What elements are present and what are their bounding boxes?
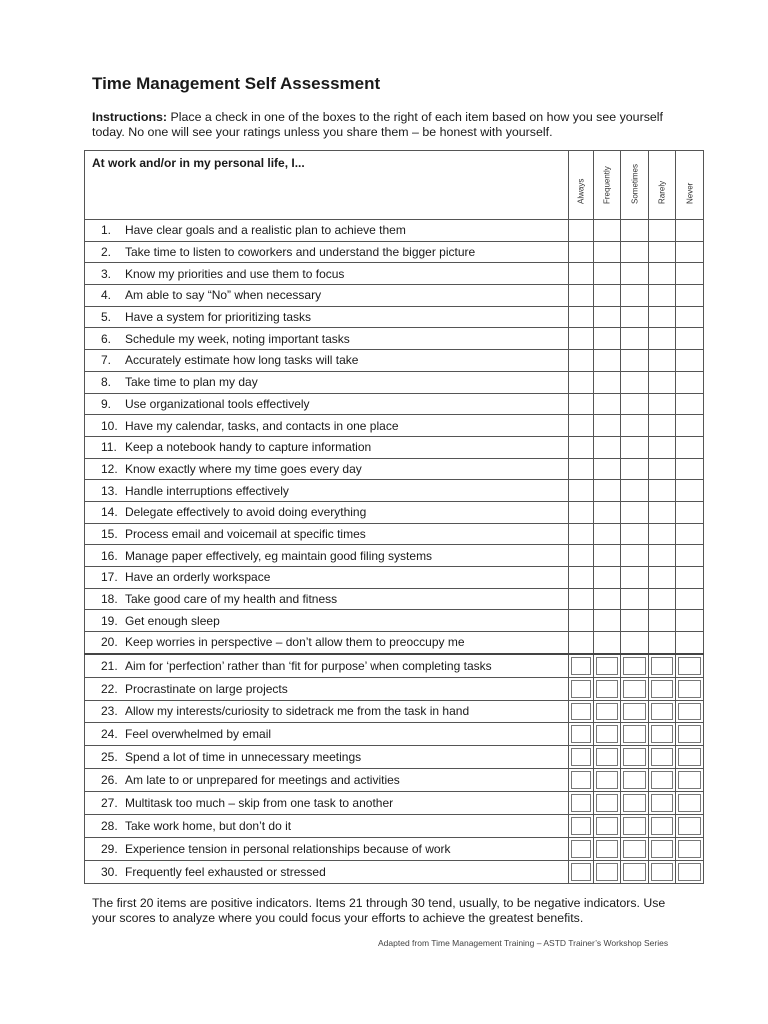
checkbox-never[interactable] [676, 306, 704, 328]
item-text: Aim for ‘perfection’ rather than ‘fit for purpose’ when completing tasks [125, 658, 492, 673]
item-text: Allow my interests/curiosity to sidetrack me from the task in hand [125, 704, 470, 719]
item-number: 8. [101, 375, 112, 390]
item-number: 20. [101, 635, 118, 650]
checkbox-frequently[interactable] [594, 746, 621, 769]
checkbox-always[interactable] [569, 860, 594, 883]
item-cell [85, 860, 569, 883]
checkbox-sometimes[interactable] [621, 860, 649, 883]
checkbox-rarely[interactable] [649, 241, 676, 263]
checkbox-rarely[interactable] [649, 545, 676, 567]
item-cell [85, 501, 569, 523]
checkbox-sometimes[interactable] [621, 677, 649, 700]
checkbox-never[interactable] [676, 700, 704, 723]
checkbox-sometimes[interactable] [621, 654, 649, 677]
item-cell [85, 306, 569, 328]
table-row [85, 458, 704, 480]
checkbox-sometimes[interactable] [621, 700, 649, 723]
checkbox-never[interactable] [676, 523, 704, 545]
item-text: Frequently feel exhausted or stressed [125, 864, 326, 879]
item-number: 14. [101, 505, 118, 520]
item-number: 27. [101, 796, 118, 811]
checkbox-never[interactable] [676, 350, 704, 372]
item-number: 19. [101, 613, 118, 628]
checkbox-frequently[interactable] [594, 769, 621, 792]
assessment-table [84, 150, 704, 884]
item-text: Experience tension in personal relationships because of work [125, 841, 451, 856]
table-row [85, 480, 704, 502]
checkbox-frequently[interactable] [594, 610, 621, 632]
item-cell [85, 814, 569, 837]
checkbox-rarely[interactable] [649, 814, 676, 837]
checkbox-frequently[interactable] [594, 393, 621, 415]
checkbox-sometimes[interactable] [621, 723, 649, 746]
checkbox-never[interactable] [676, 610, 704, 632]
item-number: 12. [101, 461, 118, 476]
checkbox-sometimes[interactable] [621, 393, 649, 415]
item-cell [85, 241, 569, 263]
checkbox-rarely[interactable] [649, 501, 676, 523]
checkbox-always[interactable] [569, 328, 594, 350]
checkbox-sometimes[interactable] [621, 285, 649, 307]
checkbox-rarely[interactable] [649, 436, 676, 458]
item-number: 9. [101, 396, 112, 411]
checkbox-never[interactable] [676, 769, 704, 792]
checkbox-rarely[interactable] [649, 723, 676, 746]
checkbox-frequently[interactable] [594, 436, 621, 458]
item-text: Keep a notebook handy to capture information [125, 440, 372, 455]
item-text: Have an orderly workspace [125, 570, 271, 585]
table-row [85, 860, 704, 883]
checkbox-rarely[interactable] [649, 792, 676, 815]
checkbox-always[interactable] [569, 350, 594, 372]
table-row [85, 393, 704, 415]
checkbox-sometimes[interactable] [621, 350, 649, 372]
checkbox-frequently[interactable] [594, 415, 621, 437]
checkbox-always[interactable] [569, 610, 594, 632]
checkbox-always[interactable] [569, 436, 594, 458]
item-text: Keep worries in perspective – don’t allow them to preoccupy me [125, 635, 465, 650]
checkbox-rarely[interactable] [649, 523, 676, 545]
item-text: Process email and voicemail at specific times [125, 526, 366, 541]
checkbox-rarely[interactable] [649, 588, 676, 610]
item-cell [85, 567, 569, 589]
item-text: Manage paper effectively, eg maintain good filing systems [125, 548, 433, 563]
checkbox-frequently[interactable] [594, 220, 621, 242]
checkbox-never[interactable] [676, 677, 704, 700]
checkbox-sometimes[interactable] [621, 458, 649, 480]
item-text: Have clear goals and a realistic plan to achieve them [125, 223, 406, 238]
item-number: 25. [101, 750, 118, 765]
checkbox-rarely[interactable] [649, 371, 676, 393]
item-cell [85, 610, 569, 632]
table-row [85, 654, 704, 677]
checkbox-always[interactable] [569, 677, 594, 700]
checkbox-frequently[interactable] [594, 545, 621, 567]
item-cell [85, 285, 569, 307]
item-cell [85, 654, 569, 677]
item-number: 13. [101, 483, 118, 498]
instructions-lead: Instructions: [92, 110, 168, 124]
checkbox-never[interactable] [676, 567, 704, 589]
checkbox-rarely[interactable] [649, 328, 676, 350]
checkbox-rarely[interactable] [649, 306, 676, 328]
item-number: 3. [101, 266, 112, 281]
checkbox-rarely[interactable] [649, 480, 676, 502]
item-cell [85, 792, 569, 815]
item-cell [85, 769, 569, 792]
checkbox-sometimes[interactable] [621, 241, 649, 263]
checkbox-never[interactable] [676, 393, 704, 415]
table-row [85, 436, 704, 458]
checkbox-never[interactable] [676, 263, 704, 285]
checkbox-never[interactable] [676, 501, 704, 523]
item-number: 28. [101, 818, 118, 833]
rating-header-label: Sometimes [630, 163, 639, 204]
checkbox-never[interactable] [676, 285, 704, 307]
checkbox-rarely[interactable] [649, 220, 676, 242]
checkbox-always[interactable] [569, 263, 594, 285]
rating-header-frequently [594, 151, 621, 220]
item-text: Have a system for prioritizing tasks [125, 310, 312, 325]
table-row [85, 263, 704, 285]
item-cell [85, 393, 569, 415]
item-cell [85, 588, 569, 610]
table-row [85, 545, 704, 567]
table-row [85, 610, 704, 632]
item-number: 11. [101, 440, 117, 455]
item-cell [85, 350, 569, 372]
item-text: Take good care of my health and fitness [125, 592, 338, 607]
checkbox-never[interactable] [676, 837, 704, 860]
checkbox-never[interactable] [676, 654, 704, 677]
rating-header-label: Always [576, 178, 586, 204]
checkbox-rarely[interactable] [649, 837, 676, 860]
checkbox-sometimes[interactable] [621, 746, 649, 769]
checkbox-rarely[interactable] [649, 677, 676, 700]
checkbox-sometimes[interactable] [621, 545, 649, 567]
rating-header-label: Never [685, 182, 694, 204]
checkbox-rarely[interactable] [649, 263, 676, 285]
item-number: 24. [101, 727, 118, 742]
checkbox-sometimes[interactable] [621, 567, 649, 589]
checkbox-frequently[interactable] [594, 263, 621, 285]
checkbox-frequently[interactable] [594, 501, 621, 523]
table-row [85, 285, 704, 307]
table-row [85, 415, 704, 437]
checkbox-rarely[interactable] [649, 458, 676, 480]
checkbox-never[interactable] [676, 415, 704, 437]
checkbox-frequently[interactable] [594, 860, 621, 883]
item-number: 21. [101, 658, 118, 673]
item-text: Accurately estimate how long tasks will take [125, 353, 359, 368]
item-text: Procrastinate on large projects [125, 681, 288, 696]
item-text: Take work home, but don’t do it [125, 818, 292, 833]
item-cell [85, 263, 569, 285]
checkbox-rarely[interactable] [649, 567, 676, 589]
table-row [85, 567, 704, 589]
checkbox-frequently[interactable] [594, 328, 621, 350]
item-number: 6. [101, 331, 112, 346]
checkbox-rarely[interactable] [649, 350, 676, 372]
rating-header-label: Frequently [602, 166, 612, 204]
rating-header-label: Rarely [657, 180, 667, 204]
checkbox-always[interactable] [569, 501, 594, 523]
checkbox-sometimes[interactable] [621, 814, 649, 837]
checkbox-frequently[interactable] [594, 350, 621, 372]
checkbox-never[interactable] [676, 220, 704, 242]
checkbox-always[interactable] [569, 654, 594, 677]
checkbox-frequently[interactable] [594, 588, 621, 610]
checkbox-always[interactable] [569, 700, 594, 723]
checkbox-never[interactable] [676, 792, 704, 815]
checkbox-never[interactable] [676, 241, 704, 263]
table-row [85, 588, 704, 610]
assessment-items [85, 220, 704, 884]
checkbox-frequently[interactable] [594, 241, 621, 263]
item-cell [85, 480, 569, 502]
item-number: 22. [101, 681, 118, 696]
checkbox-sometimes[interactable] [621, 306, 649, 328]
item-cell [85, 632, 569, 654]
item-cell [85, 837, 569, 860]
item-text: Have my calendar, tasks, and contacts in one place [125, 418, 399, 433]
item-text: Use organizational tools effectively [125, 396, 310, 411]
item-cell [85, 458, 569, 480]
checkbox-always[interactable] [569, 792, 594, 815]
table-row [85, 677, 704, 700]
checkbox-sometimes[interactable] [621, 588, 649, 610]
page-title: Time Management Self Assessment [92, 74, 381, 93]
item-cell [85, 746, 569, 769]
rating-header-rarely [649, 151, 676, 220]
checkbox-frequently[interactable] [594, 480, 621, 502]
item-text: Handle interruptions effectively [125, 483, 289, 498]
checkbox-frequently[interactable] [594, 700, 621, 723]
item-number: 15. [101, 526, 118, 541]
checkbox-always[interactable] [569, 285, 594, 307]
checkbox-always[interactable] [569, 837, 594, 860]
table-row [85, 723, 704, 746]
item-number: 4. [101, 288, 112, 303]
checkbox-never[interactable] [676, 588, 704, 610]
checkbox-sometimes[interactable] [621, 837, 649, 860]
checkbox-rarely[interactable] [649, 746, 676, 769]
item-number: 7. [101, 353, 112, 368]
checkbox-rarely[interactable] [649, 393, 676, 415]
checkbox-always[interactable] [569, 458, 594, 480]
checkbox-sometimes[interactable] [621, 610, 649, 632]
checkbox-always[interactable] [569, 523, 594, 545]
checkbox-never[interactable] [676, 860, 704, 883]
checkbox-always[interactable] [569, 723, 594, 746]
checkbox-frequently[interactable] [594, 792, 621, 815]
checkbox-always[interactable] [569, 306, 594, 328]
checkbox-always[interactable] [569, 393, 594, 415]
instructions [92, 110, 692, 140]
checkbox-rarely[interactable] [649, 632, 676, 654]
item-text: Take time to listen to coworkers and understand the bigger picture [125, 245, 476, 260]
item-text: Delegate effectively to avoid doing everything [125, 505, 367, 520]
item-text: Spend a lot of time in unnecessary meetings [125, 750, 362, 765]
checkbox-frequently[interactable] [594, 523, 621, 545]
instructions-text: Place a check in one of the boxes to the right of each item based on how you see yourself today. No one will see your ratings unless you share them – be honest with yourself. [92, 110, 663, 139]
checkbox-rarely[interactable] [649, 610, 676, 632]
footer-note: The first 20 items are positive indicators. Items 21 through 30 tend, usually, to be negative indicators. Use your scores to analyze where you could focus your efforts to achieve the greatest benefits. [92, 896, 666, 925]
checkbox-rarely[interactable] [649, 769, 676, 792]
table-row [85, 523, 704, 545]
checkbox-always[interactable] [569, 480, 594, 502]
item-cell [85, 545, 569, 567]
item-cell [85, 436, 569, 458]
checkbox-always[interactable] [569, 220, 594, 242]
checkbox-never[interactable] [676, 814, 704, 837]
checkbox-sometimes[interactable] [621, 328, 649, 350]
checkbox-frequently[interactable] [594, 837, 621, 860]
checkbox-sometimes[interactable] [621, 523, 649, 545]
item-cell [85, 700, 569, 723]
checkbox-never[interactable] [676, 545, 704, 567]
checkbox-always[interactable] [569, 814, 594, 837]
item-number: 5. [101, 310, 112, 325]
item-text: Am able to say “No” when necessary [125, 288, 322, 303]
checkbox-always[interactable] [569, 415, 594, 437]
item-text: Get enough sleep [125, 613, 220, 628]
checkbox-never[interactable] [676, 746, 704, 769]
checkbox-frequently[interactable] [594, 723, 621, 746]
item-text: Feel overwhelmed by email [125, 727, 272, 742]
item-number: 1. [101, 223, 112, 238]
checkbox-frequently[interactable] [594, 371, 621, 393]
table-row [85, 306, 704, 328]
checkbox-never[interactable] [676, 436, 704, 458]
item-text: Schedule my week, noting important tasks [125, 331, 350, 346]
checkbox-sometimes[interactable] [621, 436, 649, 458]
checkbox-frequently[interactable] [594, 632, 621, 654]
item-cell [85, 220, 569, 242]
table-row [85, 769, 704, 792]
table-row [85, 371, 704, 393]
item-cell [85, 723, 569, 746]
checkbox-rarely[interactable] [649, 700, 676, 723]
checkbox-sometimes[interactable] [621, 415, 649, 437]
table-header-label: At work and/or in my personal life, I... [85, 151, 569, 220]
item-number: 10. [101, 418, 118, 433]
item-number: 2. [101, 245, 112, 260]
table-row [85, 837, 704, 860]
table-row [85, 814, 704, 837]
checkbox-rarely[interactable] [649, 860, 676, 883]
checkbox-sometimes[interactable] [621, 263, 649, 285]
checkbox-always[interactable] [569, 746, 594, 769]
checkbox-always[interactable] [569, 632, 594, 654]
source-credit: Adapted from Time Management Training – ASTD Trainer’s Workshop Series [378, 938, 669, 948]
checkbox-frequently[interactable] [594, 654, 621, 677]
item-number: 18. [101, 592, 118, 607]
checkbox-rarely[interactable] [649, 654, 676, 677]
checkbox-never[interactable] [676, 458, 704, 480]
item-number: 17. [101, 570, 118, 585]
checkbox-always[interactable] [569, 769, 594, 792]
checkbox-frequently[interactable] [594, 677, 621, 700]
item-number: 30. [101, 864, 118, 879]
checkbox-sometimes[interactable] [621, 501, 649, 523]
item-number: 16. [101, 548, 118, 563]
item-number: 26. [101, 773, 118, 788]
table-row [85, 501, 704, 523]
checkbox-sometimes[interactable] [621, 632, 649, 654]
item-number: 23. [101, 704, 118, 719]
checkbox-always[interactable] [569, 588, 594, 610]
checkbox-never[interactable] [676, 723, 704, 746]
checkbox-never[interactable] [676, 632, 704, 654]
checkbox-always[interactable] [569, 371, 594, 393]
checkbox-always[interactable] [569, 567, 594, 589]
checkbox-always[interactable] [569, 545, 594, 567]
checkbox-sometimes[interactable] [621, 220, 649, 242]
checkbox-sometimes[interactable] [621, 792, 649, 815]
table-row [85, 328, 704, 350]
checkbox-frequently[interactable] [594, 458, 621, 480]
checkbox-always[interactable] [569, 241, 594, 263]
item-cell [85, 677, 569, 700]
checkbox-sometimes[interactable] [621, 371, 649, 393]
rating-header-sometimes [621, 151, 649, 220]
rating-header-always [569, 151, 594, 220]
item-cell [85, 415, 569, 437]
item-number: 29. [101, 841, 118, 856]
checkbox-rarely[interactable] [649, 415, 676, 437]
checkbox-sometimes[interactable] [621, 769, 649, 792]
table-row [85, 792, 704, 815]
checkbox-never[interactable] [676, 371, 704, 393]
table-row [85, 632, 704, 654]
table-row [85, 746, 704, 769]
checkbox-never[interactable] [676, 480, 704, 502]
item-text: Am late to or unprepared for meetings and activities [125, 773, 400, 788]
checkbox-frequently[interactable] [594, 306, 621, 328]
rating-header-never [676, 151, 704, 220]
item-cell [85, 371, 569, 393]
checkbox-frequently[interactable] [594, 285, 621, 307]
item-text: Know my priorities and use them to focus [125, 266, 345, 281]
table-row [85, 700, 704, 723]
table-row [85, 220, 704, 242]
checkbox-never[interactable] [676, 328, 704, 350]
table-row [85, 241, 704, 263]
checkbox-frequently[interactable] [594, 567, 621, 589]
item-text: Know exactly where my time goes every day [125, 461, 362, 476]
item-cell [85, 523, 569, 545]
checkbox-rarely[interactable] [649, 285, 676, 307]
checkbox-frequently[interactable] [594, 814, 621, 837]
table-header-row [85, 151, 704, 220]
item-text: Take time to plan my day [125, 375, 258, 390]
item-text: Multitask too much – skip from one task to another [125, 796, 394, 811]
item-cell [85, 328, 569, 350]
checkbox-sometimes[interactable] [621, 480, 649, 502]
table-row [85, 350, 704, 372]
